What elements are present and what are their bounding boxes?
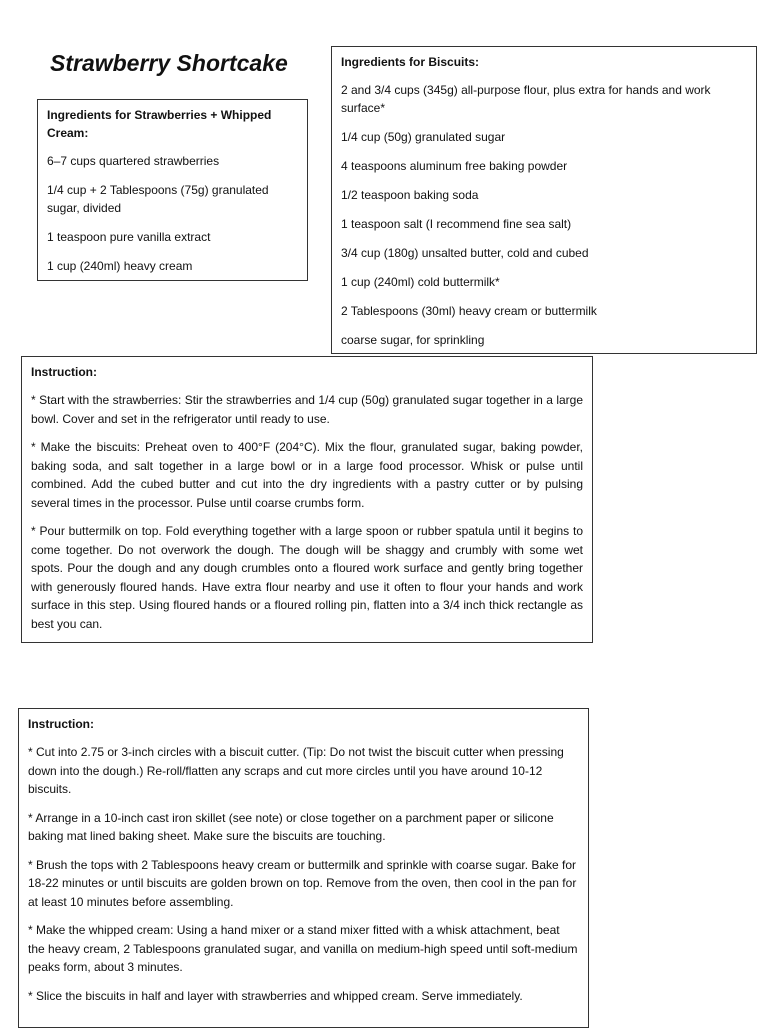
- ingredient-item: 1 cup (240ml) cold buttermilk*: [341, 275, 500, 289]
- instructions-heading: Instruction:: [31, 365, 97, 379]
- biscuit-ingredients-heading: Ingredients for Biscuits:: [341, 55, 480, 69]
- instructions-box-1: [21, 356, 593, 643]
- instructions-heading: Instruction:: [28, 717, 94, 731]
- biscuit-ingredients-box: [331, 46, 757, 354]
- instruction-step: * Pour buttermilk on top. Fold everything together with a large spoon or rubber spatula until it begins to come together. Do not overwork the dough. The dough will be shaggy and crumbly with some wet spots. Pour the dough and any dough crumbles onto a floured work surface and gently bring together with generously floured hands. Have extra flour nearby and use it often to flour your hands and work surface in this step. Using floured hands or a floured rolling pin, flatten into a 3/4 inch thick rectangle as best you can.: [31, 524, 583, 631]
- ingredient-item: 1 teaspoon salt (I recommend fine sea salt): [341, 217, 572, 231]
- ingredient-item: 6–7 cups quartered strawberries: [47, 154, 220, 168]
- page-title: Strawberry Shortcake: [50, 50, 288, 76]
- ingredient-item: 4 teaspoons aluminum free baking powder: [341, 159, 568, 173]
- instructions-box-2: [18, 708, 589, 1028]
- ingredient-item: 1/4 cup (50g) granulated sugar: [341, 130, 506, 144]
- instruction-step: * Make the whipped cream: Using a hand mixer or a stand mixer fitted with a whisk attachment, beat the heavy cream, 2 Tablespoons granulated sugar, and vanilla on medium-high speed until soft-medium peaks form, about 3 minutes.: [28, 923, 578, 974]
- ingredient-item: 3/4 cup (180g) unsalted butter, cold and cubed: [341, 246, 589, 260]
- ingredient-item: 1/2 teaspoon baking soda: [341, 188, 479, 202]
- strawberry-ingredients-heading: Ingredients for Strawberries + Whipped Cream:: [47, 108, 272, 140]
- instruction-step: * Arrange in a 10-inch cast iron skillet (see note) or close together on a parchment paper or silicone baking mat lined baking sheet. Make sure the biscuits are touching.: [28, 810, 554, 843]
- ingredient-item: 2 Tablespoons (30ml) heavy cream or buttermilk: [341, 304, 597, 318]
- ingredient-item: 1/4 cup + 2 Tablespoons (75g) granulated sugar, divided: [47, 183, 269, 215]
- strawberry-ingredients-box: [37, 99, 308, 281]
- ingredient-item: 2 and 3/4 cups (345g) all-purpose flour, plus extra for hands and work surface*: [341, 83, 711, 115]
- ingredient-item: 1 teaspoon pure vanilla extract: [47, 230, 211, 244]
- instruction-step: * Make the biscuits: Preheat oven to 400°F (204°C). Mix the flour, granulated sugar, baking powder, baking soda, and salt together in a large bowl or in a large food processor. Whisk or pulse until combined. Add the cubed butter and cut into the dry ingredients with a pastry cutter or by pulsing several times in the processor. Pulse until coarse crumbs form.: [31, 440, 583, 510]
- instruction-step: * Slice the biscuits in half and layer with strawberries and whipped cream. Serve immediately.: [28, 988, 523, 1003]
- instruction-step: * Brush the tops with 2 Tablespoons heavy cream or buttermilk and sprinkle with coarse sugar. Bake for 18-22 minutes or until biscuits are golden brown on top. Remove from the oven, then cool in the pan for at least 10 minutes before assembling.: [28, 857, 577, 909]
- instruction-step: * Start with the strawberries: Stir the strawberries and 1/4 cup (50g) granulated sugar together in a large bowl. Cover and set in the refrigerator until ready to use.: [31, 393, 583, 426]
- ingredient-item: coarse sugar, for sprinkling: [341, 333, 485, 347]
- instruction-step: * Cut into 2.75 or 3-inch circles with a biscuit cutter. (Tip: Do not twist the biscuit cutter when pressing down into the dough.) Re-roll/flatten any scraps and cut more circles until you have around 10-12 biscuits.: [28, 745, 564, 796]
- ingredient-item: 1 cup (240ml) heavy cream: [47, 259, 193, 273]
